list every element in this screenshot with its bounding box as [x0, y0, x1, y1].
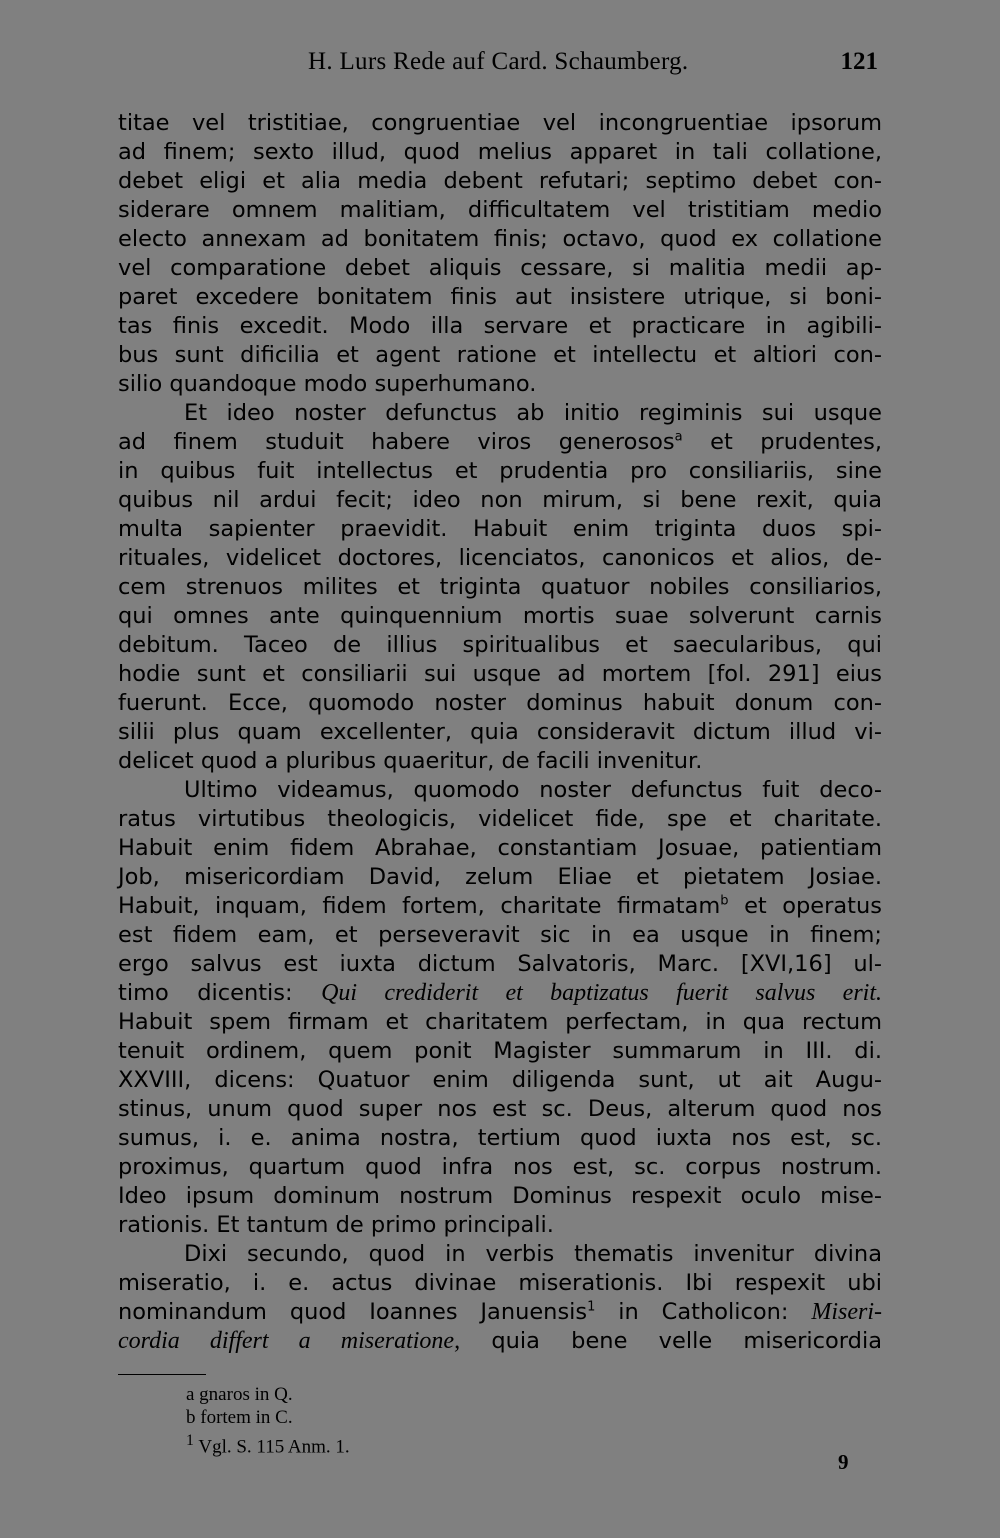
text-line: [118, 1327, 882, 1356]
text-line: [118, 1298, 882, 1327]
text-line: cem strenuos milites et triginta quatuor nobiles consiliarios,: [118, 574, 882, 600]
text-line: [118, 979, 882, 1008]
line-part: quia bene velle misericordia: [491, 1328, 882, 1354]
paragraph-start-line: Dixi secundo, quod in verbis thematis invenitur divina: [184, 1241, 882, 1267]
text-line: hodie sunt et consiliarii sui usque ad mortem [fol. 291] eius: [118, 661, 882, 687]
footnote-a: a gnaros in Q.: [186, 1384, 293, 1405]
text-line: electo annexam ad bonitatem finis; octavo, quod ex collatione: [118, 226, 882, 252]
text-line: Ideo ipsum dominum nostrum Dominus respexit oculo mise-: [118, 1183, 882, 1209]
text-line: bus sunt dificilia et agent ratione et intellectu et altiori con-: [118, 342, 882, 368]
text-line: silio quandoque modo superhumano.: [118, 371, 537, 397]
text-line: XXVIII, dicens: Quatuor enim diligenda sunt, ut ait Augu-: [118, 1067, 882, 1093]
text-line: quibus nil ardui fecit; ideo non mirum, si bene rexit, quia: [118, 487, 882, 513]
text-line: tenuit ordinem, quem ponit Magister summarum in III. di.: [118, 1038, 882, 1064]
line-part: et prudentes,: [710, 429, 882, 455]
text-line: debet eligi et alia media debent refutari; septimo debet con-: [118, 168, 882, 194]
text-line: sumus, i. e. anima nostra, tertium quod iuxta nos est, sc.: [118, 1125, 882, 1151]
text-line: ergo salvus est iuxta dictum Salvatoris, Marc. [XVI,16] ul-: [118, 951, 882, 977]
text-line: [118, 428, 882, 457]
running-title: H. Lurs Rede auf Card. Schaumberg.: [308, 48, 689, 75]
text-line: miseratio, i. e. actus divinae miserationis. Ibi respexit ubi: [118, 1270, 882, 1296]
text-line: fuerunt. Ecce, quomodo noster dominus habuit donum con-: [118, 690, 882, 716]
quotation: cordia differt a miseratione,: [118, 1328, 461, 1354]
text-line: siderare omnem malitiam, difficultatem vel tristitiam medio: [118, 197, 882, 223]
text-line: ratus virtutibus theologicis, videlicet fide, spe et charitate.: [118, 806, 882, 832]
text-line: [118, 892, 882, 921]
line-part: et operatus: [744, 893, 882, 919]
text-line: vel comparatione debet aliquis cessare, si malitia medii ap-: [118, 255, 882, 281]
footnote-1: [186, 1429, 350, 1458]
text-line: Habuit spem firmam et charitatem perfectam, in qua rectum: [118, 1009, 882, 1035]
paragraph-start-line: Et ideo noster defunctus ab initio regiminis sui usque: [184, 400, 882, 426]
text-line: debitum. Taceo de illius spiritualibus et saecularibus, qui: [118, 632, 882, 658]
line-part: timo dicentis:: [118, 980, 293, 1006]
paragraph-start-line: Ultimo videamus, quomodo noster defunctus fuit deco-: [184, 777, 882, 803]
signature-mark: 9: [838, 1450, 849, 1474]
bible-quote: Qui crediderit et baptizatus fuerit salvus erit.: [321, 980, 883, 1006]
text-line: stinus, unum quod super nos est sc. Deus, alterum quod nos: [118, 1096, 882, 1122]
text-line: paret excedere bonitatem finis aut insistere utrique, si boni-: [118, 284, 882, 310]
line-part: in Catholicon:: [618, 1299, 789, 1325]
footnote-b: b fortem in C.: [186, 1407, 293, 1428]
text-line: Habuit enim fidem Abrahae, constantiam Josuae, patientiam: [118, 835, 882, 861]
footnote-ref: b: [720, 893, 729, 909]
text-line: in quibus fuit intellectus et prudentia pro consiliariis, sine: [118, 458, 882, 484]
text-line: titae vel tristitiae, congruentiae vel incongruentiae ipsorum: [118, 110, 882, 136]
text-line: rationis. Et tantum de primo principali.: [118, 1212, 554, 1238]
text-line: Job, misericordiam David, zelum Eliae et pietatem Josiae.: [118, 864, 882, 890]
text-line: multa sapienter praevidit. Habuit enim triginta duos spi-: [118, 516, 882, 542]
text-line: proximus, quartum quod infra nos est, sc. corpus nostrum.: [118, 1154, 882, 1180]
footnote-text: Vgl. S. 115 Anm. 1.: [198, 1436, 350, 1458]
text-line: qui omnes ante quinquennium mortis suae solverunt carnis: [118, 603, 882, 629]
text-line: est fidem eam, et perseveravit sic in ea usque in finem;: [118, 922, 882, 948]
line-part: ad finem studuit habere viros generosos: [118, 429, 675, 455]
line-part: nominandum quod Ioannes Januensis: [118, 1299, 588, 1325]
text-line: tas finis excedit. Modo illa servare et practicare in agibili-: [118, 313, 882, 339]
text-line: silii plus quam excellenter, quia consideravit dictum illud vi-: [118, 719, 882, 745]
text-line: ad finem; sexto illud, quod melius apparet in tali collatione,: [118, 139, 882, 165]
footnote-divider: [118, 1374, 206, 1375]
running-head: [308, 48, 878, 84]
page-number: 121: [840, 48, 878, 75]
line-part: Habuit, inquam, fidem fortem, charitate firmatam: [118, 893, 721, 919]
footnote-ref: 1: [587, 1299, 596, 1315]
footnote-ref: a: [674, 429, 683, 445]
text-line: rituales, videlicet doctores, licenciatos, canonicos et alios, de-: [118, 545, 882, 571]
text-line: delicet quod a pluribus quaeritur, de facili invenitur.: [118, 748, 703, 774]
footnote-number: 1: [186, 1432, 194, 1449]
quotation: Miseri-: [811, 1299, 882, 1325]
